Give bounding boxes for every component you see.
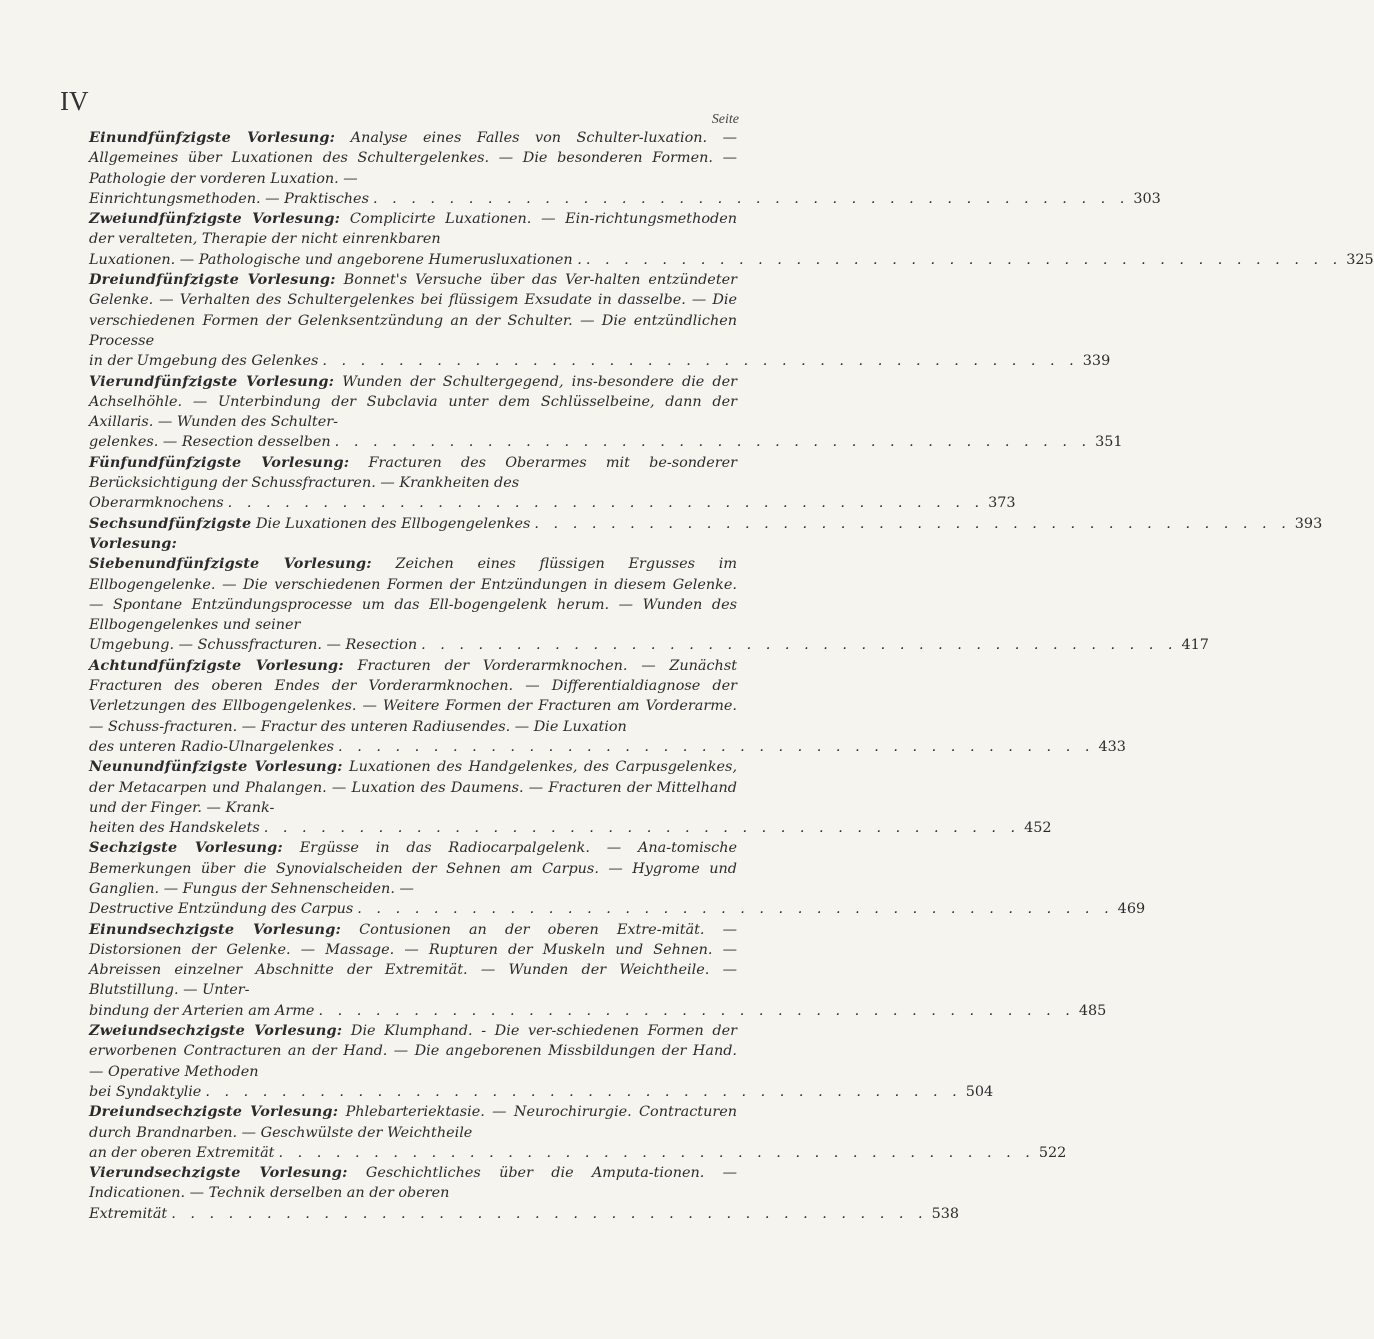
toc-entry-last-line (89, 818, 1052, 838)
toc-entry-last-line (89, 737, 1126, 757)
toc-page-number: 325 (1346, 251, 1374, 268)
toc-entry (89, 1163, 960, 1224)
lecture-topics-end: Destructive Entzündung des Carpus (89, 901, 354, 918)
lecture-title: Neunundfünfzigste Vorlesung: (89, 758, 343, 776)
dot-leader: . . . . . . . . . . . . . . . . . . . . . . . . . . . . . . . . . . . . . . . . (322, 353, 1079, 370)
toc-entry-text (89, 1163, 737, 1204)
lecture-topics-end: gelenkes. — Resection desselben (89, 434, 331, 451)
toc-entry-text (89, 1021, 737, 1082)
toc-entry (89, 372, 1123, 453)
lecture-topics-end: des unteren Radio-Ulnargelenkes (89, 738, 335, 755)
lecture-topics-end: an der oberen Extremität (89, 1144, 275, 1161)
lecture-topics-end: Luxationen. — Pathologische und angeborene Humerusluxationen . (89, 251, 582, 268)
lecture-topics: Phlebarteriektasie. — Neurochirurgie. Contracturen durch Brandnarben. — Geschwülste der Weichtheile (89, 1104, 738, 1141)
toc-page-number: 538 (931, 1205, 960, 1222)
lecture-title: Vierundsechzigste Vorlesung: (89, 1164, 348, 1182)
lecture-title: Achtundfünfzigste Vorlesung: (89, 656, 344, 674)
toc-entry-last-line (89, 1001, 1107, 1021)
toc-entry-text (89, 656, 737, 737)
lecture-title: Zweiundsechzigste Vorlesung: (89, 1022, 343, 1040)
lecture-topics: Ergüsse in das Radiocarpalgelenk. — Ana-tomische Bemerkungen über die Synovialscheiden der Sehnen am Carpus. — Hygrome und Ganglien. — Fungus der Sehnenscheiden. — (89, 840, 737, 897)
toc-entry-last-line (89, 514, 1323, 555)
dot-leader: . . . . . . . . . . . . . . . . . . . . . . . . . . . . . . . . . . . . . . . . (357, 901, 1114, 918)
lecture-title: Zweiundfünfzigste Vorlesung: (89, 210, 341, 228)
toc-entry (89, 757, 1052, 838)
lecture-topics: Bonnet's Versuche über das Ver-halten entzündeter Gelenke. — Verhalten des Schultergelenkes bei flüssigem Exsudate in dasselbe. — Die verschiedenen Formen der Gelenksentzündung an der Schulter. — Die entzündlichen Processe (89, 272, 738, 349)
toc-page-number: 469 (1117, 901, 1146, 918)
page-column-label: Seite (711, 112, 739, 127)
table-of-contents (89, 128, 1374, 1224)
lecture-topics-end: bindung der Arterien am Arme (89, 1002, 315, 1019)
dot-leader: . . . . . . . . . . . . . . . . . . . . . . . . . . . . . . . . . . . . . . . . (278, 1144, 1035, 1161)
toc-entry-text (89, 128, 737, 189)
toc-entry (89, 128, 1161, 209)
toc-entry-last-line (89, 189, 1161, 209)
toc-entry-last-line (89, 1082, 994, 1102)
lecture-topics: Zeichen eines flüssigen Ergusses im Ellbogengelenke. — Die verschiedenen Formen der Entzündungen in diesem Gelenke. — Spontane Entzündungsprocesse um das Ell-bogengelenk herum. — Wunden des Ellbogengelenkes und seiner (89, 556, 737, 634)
toc-page-number: 433 (1098, 738, 1126, 755)
lecture-title: Dreiundfünfzigste Vorlesung: (89, 271, 336, 289)
dot-leader: . . . . . . . . . . . . . . . . . . . . . . . . . . . . . . . . . . . . . . . . (263, 820, 1021, 837)
toc-entry-last-line (89, 351, 1111, 371)
toc-entry (89, 656, 1126, 757)
lecture-topics-end: Die Luxationen des Ellbogengelenkes (255, 515, 531, 532)
dot-leader: . . . . . . . . . . . . . . . . . . . . . . . . . . . . . . . . . . . . . . . . (227, 495, 985, 512)
toc-page-number: 417 (1181, 637, 1209, 654)
toc-entry (89, 838, 1146, 919)
lecture-topics: Fracturen des Oberarmes mit be-sonderer Berücksichtigung der Schussfracturen. — Krankheiten des (89, 454, 738, 492)
toc-page-number: 339 (1082, 353, 1111, 370)
dot-leader: . . . . . . . . . . . . . . . . . . . . . . . . . . . . . . . . . . . . . . . . (171, 1205, 928, 1222)
toc-page-number: 351 (1095, 434, 1123, 451)
dot-leader: . . . . . . . . . . . . . . . . . . . . . . . . . . . . . . . . . . . . . . . . (334, 434, 1092, 451)
toc-entry-text (89, 209, 737, 250)
toc-entry (89, 1102, 1067, 1163)
toc-entry-text (89, 920, 737, 1001)
lecture-topics: Fracturen der Vorderarmknochen. — Zunächst Fracturen des oberen Endes der Vorderarmknochen. — Differentialdiagnose der Verletzungen des Ellbogengelenkes. — Weitere Formen der Fracturen am Vorderarme. — Schuss-fracturen. — Fractur des unteren Radiusendes. — Die Luxation (89, 657, 737, 735)
dot-leader: . . . . . . . . . . . . . . . . . . . . . . . . . . . . . . . . . . . . . . . . (421, 637, 1178, 654)
toc-page-number: 393 (1294, 515, 1323, 532)
toc-page-number: 522 (1038, 1144, 1067, 1161)
dot-leader: . . . . . . . . . . . . . . . . . . . . . . . . . . . . . . . . . . . . . . . . (585, 251, 1343, 268)
lecture-title: Siebenundfünfzigste Vorlesung: (89, 555, 372, 573)
toc-entry-text (89, 270, 737, 351)
toc-entry (89, 554, 1209, 655)
toc-entry-last-line (89, 1143, 1067, 1163)
lecture-topics: Complicirte Luxationen. — Ein-richtungsmethoden der veralteten, Therapie der nicht einrenkbaren (89, 211, 737, 248)
toc-entry (89, 209, 1374, 270)
lecture-topics: Geschichtliches über die Amputa-tionen. — Indicationen. — Technik derselben an der oberen (89, 1165, 738, 1202)
toc-entry-text (89, 554, 737, 635)
dot-leader: . . . . . . . . . . . . . . . . . . . . . . . . . . . . . . . . . . . . . . . . (372, 190, 1130, 207)
dot-leader: . . . . . . . . . . . . . . . . . . . . . . . . . . . . . . . . . . . . . . . . (205, 1083, 962, 1100)
dot-leader: . . . . . . . . . . . . . . . . . . . . . . . . . . . . . . . . . . . . . . . . (318, 1002, 1075, 1019)
toc-entry (89, 920, 1107, 1021)
toc-entry-last-line (89, 493, 1016, 513)
lecture-topics: Analyse eines Falles von Schulter-luxation. — Allgemeines über Luxationen des Schultergelenkes. — Die besonderen Formen. — Pathologie der vorderen Luxation. — (89, 130, 737, 187)
lecture-title: Einundfünfzigste Vorlesung: (89, 129, 336, 146)
toc-entry-text (89, 1102, 737, 1143)
toc-entry-last-line (89, 899, 1146, 919)
toc-entry-last-line (89, 1204, 960, 1224)
lecture-topics: Contusionen an der oberen Extre-mität. — Distorsionen der Gelenke. — Massage. — Rupturen der Muskeln und Sehnen. — Abreissen einzelner Abschnitte der Extremität. — Wunden der Weichtheile. — Blutstillung. — Unter- (89, 921, 738, 999)
toc-entry-last-line (89, 250, 1374, 270)
lecture-topics-end: Extremität (89, 1205, 168, 1222)
lecture-topics-end: bei Syndaktylie (89, 1083, 202, 1100)
lecture-topics-end: in der Umgebung des Gelenkes (89, 353, 319, 370)
toc-entry-last-line (89, 432, 1123, 452)
lecture-topics: Wunden der Schultergegend, ins-besondere die der Achselhöhle. — Unterbindung der Subclavia unter dem Schlüsselbeine, dann der Axillaris. — Wunden des Schulter- (89, 373, 737, 431)
toc-entry (89, 514, 1323, 555)
toc-entry (89, 270, 1111, 371)
toc-page-number: 452 (1024, 820, 1052, 837)
page-number: IV (60, 86, 89, 116)
toc-page-number: 504 (965, 1083, 994, 1100)
lecture-topics-end: Umgebung. — Schussfracturen. — Resection (89, 637, 418, 654)
lecture-topics-end: heiten des Handskelets (89, 820, 260, 837)
toc-entry-text (89, 838, 737, 899)
toc-page-number: 303 (1133, 190, 1161, 207)
toc-page-number: 373 (988, 495, 1016, 512)
toc-entry-text (89, 757, 737, 818)
lecture-title: Dreiundsechzigste Vorlesung: (89, 1103, 339, 1121)
toc-entry (89, 1021, 994, 1102)
dot-leader: . . . . . . . . . . . . . . . . . . . . . . . . . . . . . . . . . . . . . . . . (534, 515, 1291, 532)
lecture-title: Fünfundfünfzigste Vorlesung: (89, 453, 350, 471)
lecture-topics: Luxationen des Handgelenkes, des Carpusgelenkes, der Metacarpen und Phalangen. — Luxation des Daumens. — Fracturen der Mittelhand und der Finger. — Krank- (89, 759, 738, 816)
lecture-topics-end: Oberarmknochens (89, 495, 224, 512)
toc-page-number: 485 (1078, 1002, 1107, 1019)
lecture-topics: Die Klumphand. - Die ver-schiedenen Formen der erworbenen Contracturen an der Hand. — Die angeborenen Missbildungen der Hand. — Operative Methoden (89, 1023, 737, 1080)
lecture-title: Vierundfünfzigste Vorlesung: (89, 372, 335, 390)
toc-entry (89, 453, 1016, 514)
toc-entry-text (89, 372, 737, 433)
lecture-title: Sechsundfünfzigste Vorlesung: (89, 514, 252, 552)
lecture-title: Einundsechzigste Vorlesung: (89, 920, 341, 938)
lecture-title: Sechzigste Vorlesung: (89, 839, 283, 857)
lecture-topics-end: Einrichtungsmethoden. — Praktisches (89, 190, 369, 207)
dot-leader: . . . . . . . . . . . . . . . . . . . . . . . . . . . . . . . . . . . . . . . . (338, 738, 1095, 755)
toc-entry-last-line (89, 635, 1209, 655)
toc-entry-text (89, 453, 737, 494)
